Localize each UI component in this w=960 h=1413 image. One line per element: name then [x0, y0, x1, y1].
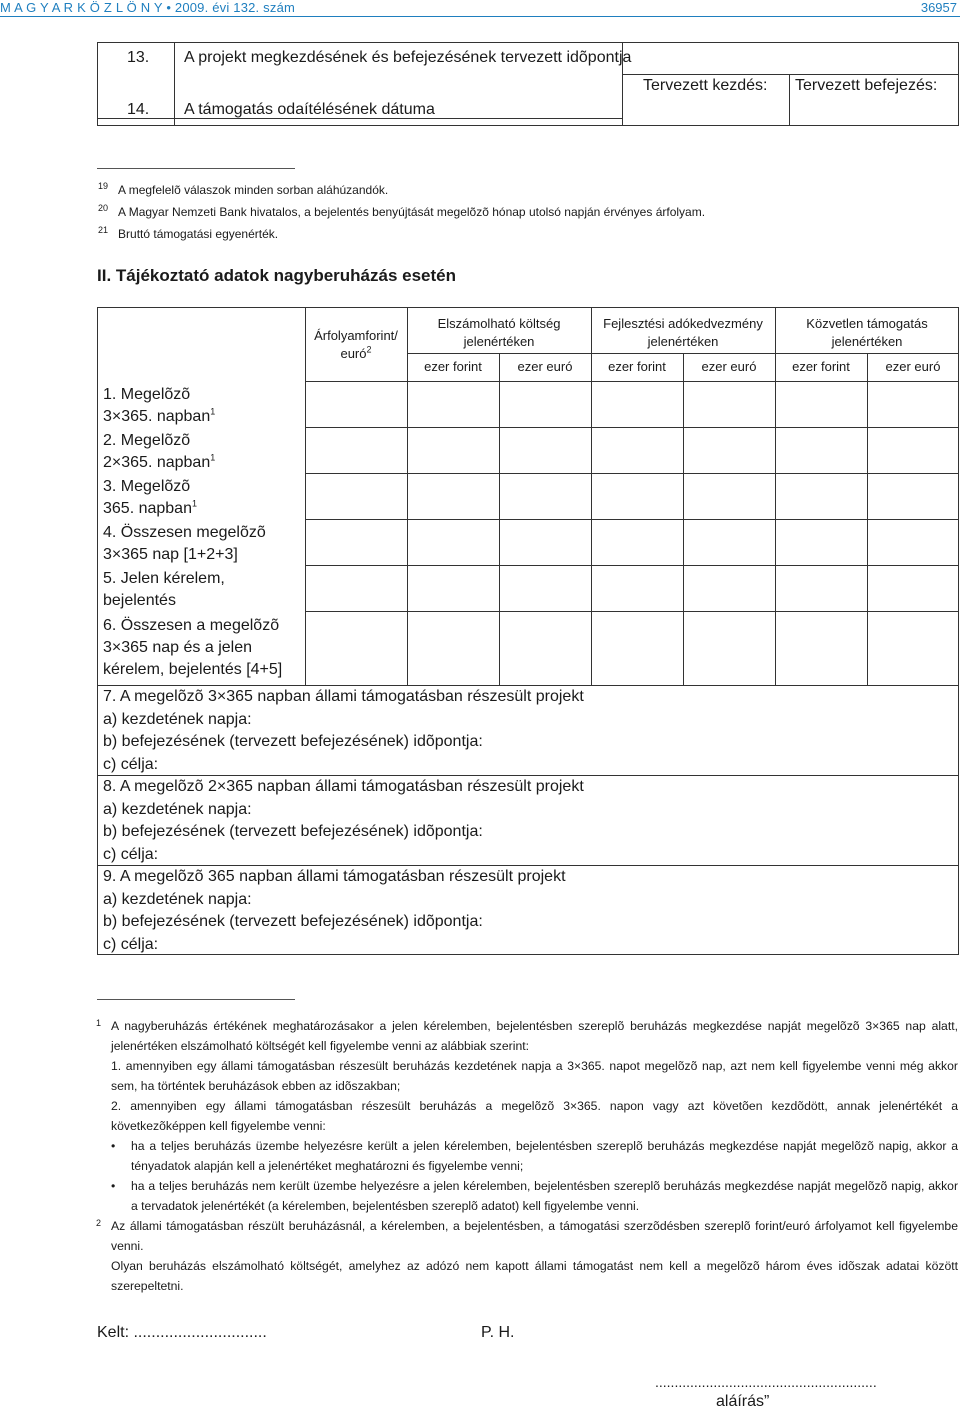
planned-end-label: Tervezett befejezés: [795, 77, 938, 94]
subcol-header: ezer forint [608, 359, 666, 374]
subcol-header: ezer euró [517, 359, 573, 374]
group-header-tax-benefit: Fejlesztési adókedvezmény jelenértéken [603, 316, 763, 349]
page-number: 36957 [920, 0, 957, 15]
row-label-4: 4. Összesen megelõzõ 3×365 nap [1+2+3] [103, 524, 266, 563]
project-dates-table [97, 42, 959, 126]
bullet-item: • ha a teljes beruházás nem került üzembe helyezésre a jelen kérelemben, bejelentésben szereplõ beruházás megkezdése napját megelõzõ napig, akkor a tervadatok jelenértékét (a kérelemben, bejelentésben szereplõ adatot) kell figyelembe venni. [111, 1179, 958, 1213]
row-label-6: 6. Összesen a megelõzõ 3×365 nap és a jelen kérelem, bejelentés [4+5] [103, 617, 283, 678]
row-label-3: 3. Megelõzõ 365. napban$^1$ [103, 478, 197, 517]
subcol-header: ezer euró [885, 359, 941, 374]
signature-label: aláírás” [716, 1393, 770, 1410]
footnote-19: $^{19}$ A megfelelõ válaszok minden sorban aláhúzandók. [98, 181, 389, 197]
journal-header: M A G Y A R K Ö Z L Ö N Y • 2009. évi 132. szám [0, 0, 296, 15]
row-label-2: 2. Megelõzõ 2×365. napban$^1$ [103, 432, 216, 471]
group-header-direct-support: Közvetlen támogatás jelenértéken [806, 316, 928, 349]
footnote-20: $^{20}$ A Magyar Nemzeti Bank hivatalos, a bejelentés benyújtását megelõzõ hónap utolsó napján érvényes árfolyam. [98, 203, 706, 219]
bullet-item: • ha a teljes beruházás üzembe helyezésre került a jelen kérelemben, bejelentésben szereplõ beruházás megkezdése napját megelõzõ napig, akkor a tényadatok alapján kell a jelenértéket meghatározni és figyelembe venni; [111, 1139, 958, 1173]
header-rule [0, 16, 960, 17]
signature-line: ......................................................... [655, 1374, 877, 1390]
section-title: II. Tájékoztató adatok nagyberuházás esetén [97, 266, 457, 285]
investment-table [97, 307, 959, 955]
project-block-9: 9. A megelõzõ 365 napban állami támogatásban részesült projekt a) kezdetének napja: b) befejezésének (tervezett befejezésének) idõpontja: c) célja: [103, 868, 566, 953]
subcol-header: ezer euró [701, 359, 757, 374]
footnote-separator-2 [97, 999, 295, 1000]
row13-text: A projekt megkezdésének és befejezésének tervezett idõpontja [184, 49, 632, 66]
rate-column-header: Árfolyamforint/ euró$^2$ [314, 328, 398, 361]
row-label-1: 1. Megelõzõ 3×365. napban$^1$ [103, 386, 216, 425]
project-block-8: 8. A megelõzõ 2×365 napban állami támogatásban részesült projekt a) kezdetének napja: b) befejezésének (tervezett befejezésének) idõpontja: c) célja: [103, 778, 584, 863]
footnote-1: 1 A nagyberuházás értékének meghatározásakor a jelen kérelemben, bejelentésben szereplõ beruházás megkezdése napját megelõzõ 3×365 nap alatt, jelenértéken elszámolható költségét kell figyelembe venni az alábbiak szerint: 1. amennyiben egy állami támogatásban részesült beruházás kezdetének napja a 3×365. napot megelõzõ nap, azt nem kell figyelembe venni még akkor sem, ha történtek beruházások ebben az idõszakban; 2. amennyiben egy állami támogatásban részesült beruházás a megelõzõ 3×365. napon vagy azt követõen kezdõdött, annak jelenértékét a következõképpen kell figyelembe venni: • ha a teljes beruházás üzembe helyezésre került a jelen kérelemben, bejelentésben szereplõ beruházás megkezdése napját megelõzõ napig, akkor a tényadatok alapján kell a jelenértéket meghatározni és figyelembe venni; • ha a teljes beruházás nem került üzembe helyezésre a jelen kérelemben, bejelentésben szereplõ beruházás megkezdése napját megelõzõ napig, akkor a tervadatok jelenértékét (a kérelemben, bejelentésben szereplõ adatot) kell figyelembe venni. 2 Az állami támogatásban részült beruházásnál, a kérelemben, a bejelentésben, a támogatási szerzõdésben szereplõ forint/euró árfolyamot kell figyelembe venni. Olyan beruházás elszámolható költségét, amelyhez az adózó nem kapott állami támogatást nem kell a megelõzõ három éves idõszak adatai között szerepeltetni. [96, 1018, 958, 1293]
row14-text: A támogatás odaítélésének dátuma [184, 101, 435, 118]
project-block-7: 7. A megelõzõ 3×365 napban állami támogatásban részesült projekt a) kezdetének napja: b) befejezésének (tervezett befejezésének) idõpontja: c) célja: [103, 688, 584, 773]
group-header-eligible-cost: Elszámolható költség jelenértéken [437, 316, 561, 349]
footnote-21: $^{21}$ Bruttó támogatási egyenérték. [98, 225, 279, 241]
row13-number: 13. [127, 49, 150, 66]
row14-number: 14. [127, 101, 150, 118]
subcol-header: ezer forint [424, 359, 482, 374]
date-place-field: Kelt: .............................. [97, 1324, 267, 1341]
planned-start-label: Tervezett kezdés: [643, 77, 768, 94]
stamp-label: P. H. [481, 1324, 515, 1341]
row-label-5: 5. Jelen kérelem, bejelentés [103, 570, 225, 609]
footnote-separator [97, 168, 295, 169]
subcol-header: ezer forint [792, 359, 850, 374]
